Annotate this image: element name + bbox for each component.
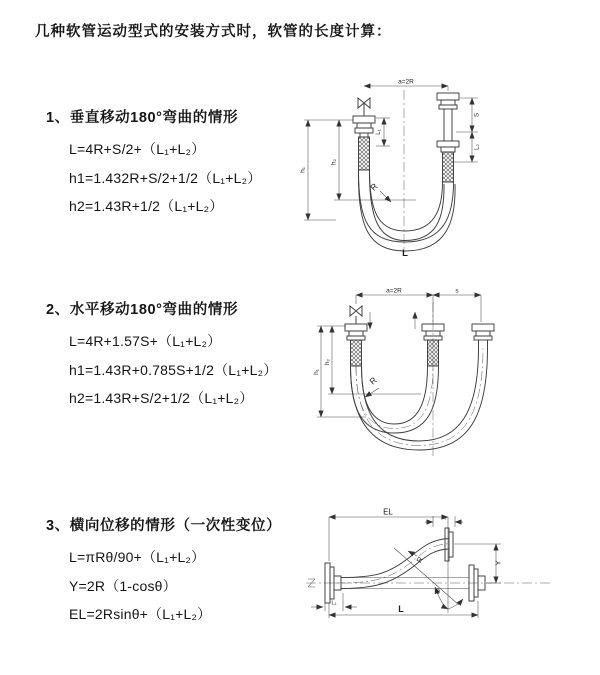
section-2-heading: 2、水平移动180°弯曲的情形	[46, 302, 239, 318]
dim-label-a2r: a=2R	[398, 78, 414, 86]
dim-label-y: Y	[493, 560, 503, 566]
dimension-lines	[317, 295, 481, 417]
section-3-formula-Y: Y=2R（1-cosθ）	[69, 577, 177, 594]
dim-label-s: S	[473, 112, 481, 118]
length-label: L	[398, 604, 404, 614]
angle-label: θ	[436, 589, 440, 596]
section-3-formula-L: L=πRθ/90+（L₁+L₂）	[69, 549, 206, 565]
valve-icon	[358, 98, 370, 116]
section-3-heading: 3、横向位移的情形（一次性变位）	[46, 518, 282, 534]
section-2-formula-h1: h1=1.43R+0.785S+1/2（L₁+L₂）	[69, 361, 278, 378]
pipe-fittings	[345, 324, 494, 366]
section-3-formula-EL: EL=2Rsinθ+（L₁+L₂）	[69, 606, 212, 622]
diagram-horizontal-180-bend	[308, 284, 570, 462]
section-lateral-displacement	[46, 514, 281, 629]
dim-label-h1: h₁	[299, 167, 307, 173]
section-2-formula-h2: h2=1.43R+S/2+1/2（L₁+L₂）	[69, 390, 254, 406]
dim-label-h1: h₁	[313, 369, 320, 375]
dim-label-a2r: a=2R	[386, 287, 402, 295]
dim-label-l2: L₂	[441, 515, 447, 521]
page-title: 几种软管运动型式的安装方式时，软管的长度计算：	[35, 24, 392, 40]
dim-label-l2: L₂	[474, 144, 481, 150]
section-2-formula-L: L=4R+1.57S+（L₁+L₂）	[69, 333, 222, 349]
radius-label: R	[414, 555, 426, 565]
dim-label-s: s	[455, 287, 459, 295]
pipe-flanges	[325, 528, 485, 603]
dim-label-l1: L₁	[331, 600, 337, 607]
section-1-formula-h1: h1=1.432R+S/2+1/2（L₁+L₂）	[69, 169, 262, 186]
length-label: L	[402, 248, 408, 259]
radius-label: R	[368, 181, 380, 193]
diagram-vertical-180-bend	[296, 70, 558, 262]
radius-label: R	[367, 374, 379, 387]
dim-label-h2: h₂	[330, 158, 338, 166]
dim-label-l1: L₁	[376, 129, 382, 135]
section-vertical-movement	[46, 106, 261, 221]
dim-label-h2: h₂	[324, 358, 331, 366]
section-1-formula-h2: h2=1.43R+1/2（L₁+L₂）	[69, 198, 224, 214]
dim-label-el: EL	[383, 507, 393, 517]
hose-curves	[351, 348, 488, 450]
valve-icon	[350, 306, 362, 324]
section-1-formula-L: L=4R+S/2+（L₁+L₂）	[69, 141, 206, 157]
section-horizontal-movement	[46, 298, 277, 413]
diagram-lateral-displacement	[296, 503, 584, 648]
hose-curves	[341, 539, 449, 589]
pipe-fittings	[353, 93, 459, 182]
section-1-heading: 1、垂直移动180°弯曲的情形	[46, 110, 239, 126]
